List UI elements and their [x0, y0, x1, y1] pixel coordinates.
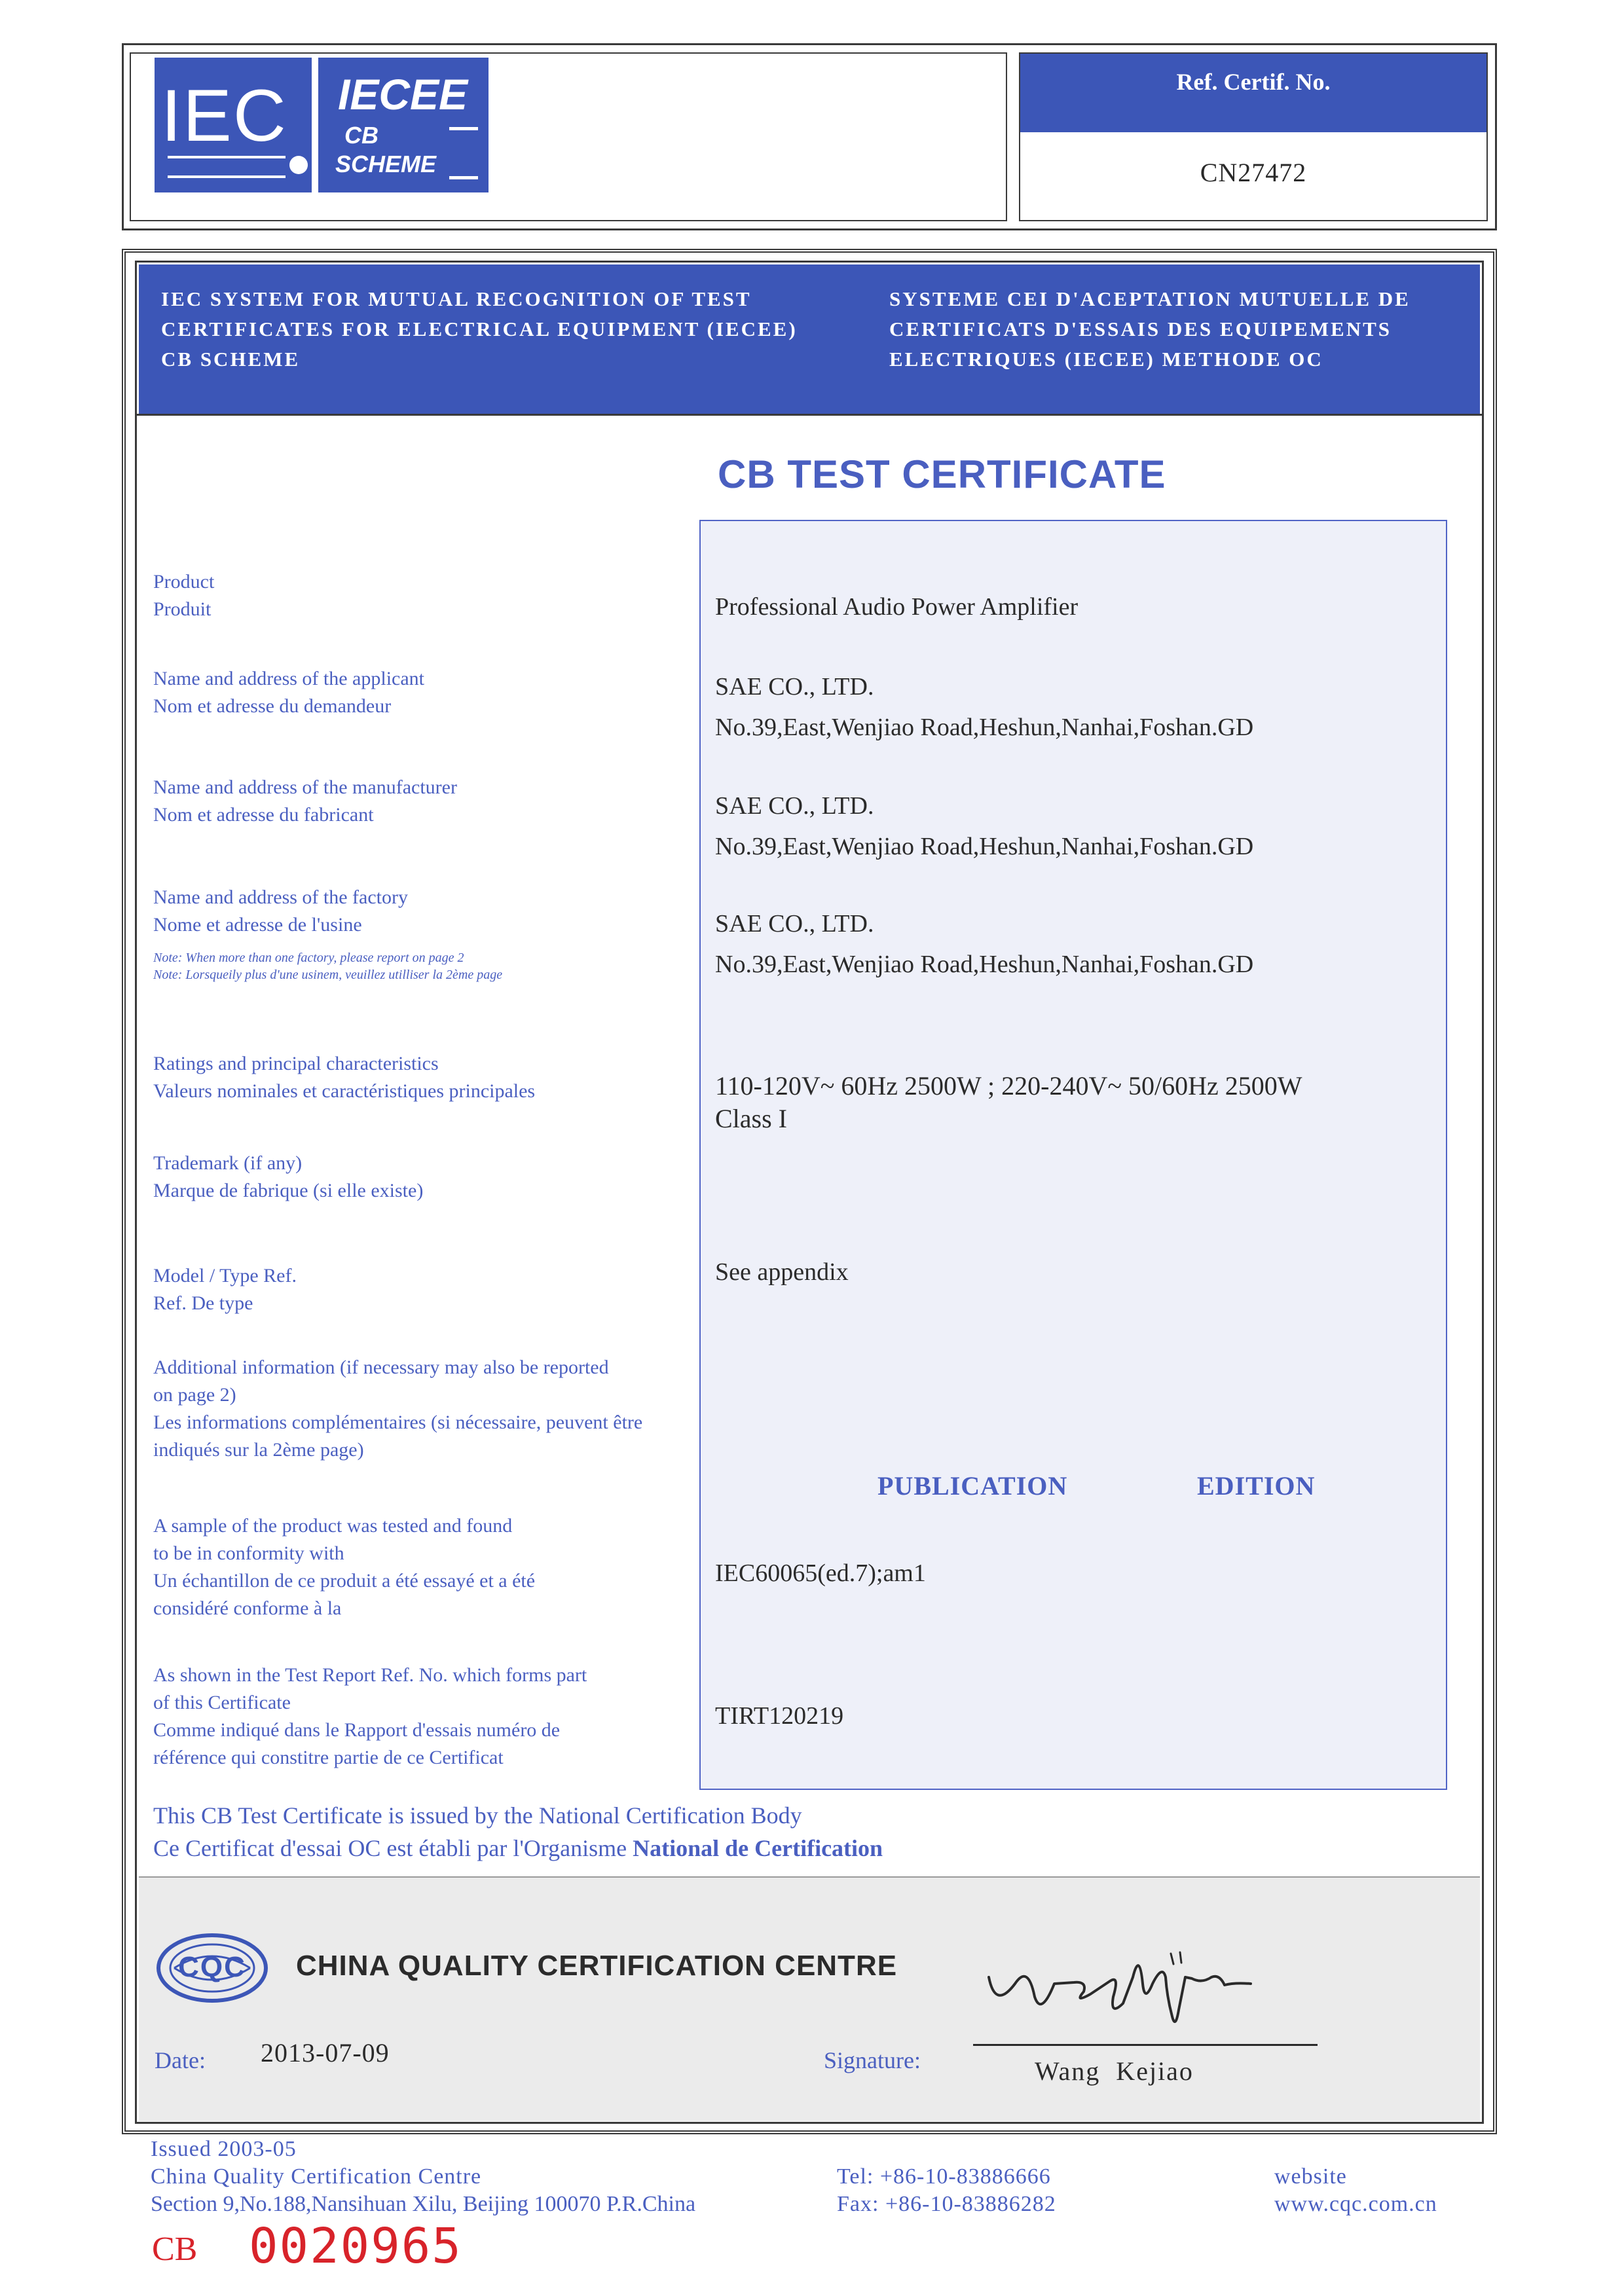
cqc-logo-text: CQC [178, 1951, 246, 1983]
factory-value [715, 905, 1253, 983]
factory-note-en: Note: When more than one factory, please report on page 2 [153, 951, 464, 965]
banner-en-line: CERTIFICATES FOR ELECTRICAL EQUIPMENT (IECEE) [161, 318, 798, 340]
banner-en-line: IEC SYSTEM FOR MUTUAL RECOGNITION OF TEST [161, 287, 752, 310]
banner-fr-line: SYSTEME CEI D'ACEPTATION MUTUELLE DE [889, 287, 1411, 310]
banner-divider [135, 414, 1484, 416]
manufacturer-value [715, 787, 1253, 866]
applicant-name: SAE CO., LTD. [715, 673, 874, 701]
banner-fr-line: CERTIFICATS D'ESSAIS DES EQUIPEMENTS [889, 318, 1392, 340]
manufacturer-address: No.39,East,Wenjiao Road,Heshun,Nanhai,Foshan.GD [715, 833, 1254, 860]
factory-label: Name and address of the factory Nome et adresse de l'usine Note: When more than one factory, please report on page 2 Note: Lorsqueily plus d'une usinem, veuillez utilliser la 2ème page [153, 886, 503, 982]
additional-info-label: Additional information (if necessary may also be reported on page 2) Les informations complémentaires (si nécessaire, peuvent être indiqués sur la 2ème page) [153, 1357, 643, 1461]
certificate-title: CB TEST CERTIFICATE [718, 452, 1166, 496]
footer-tel: Tel: +86-10-83886666 [837, 2164, 1051, 2189]
iecee-logo-stripes [449, 127, 478, 179]
issued-by-en: This CB Test Certificate is issued by the National Certification Body [153, 1802, 802, 1829]
date-value: 2013-07-09 [261, 2038, 390, 2068]
iecee-logo-cb: CB [344, 122, 378, 149]
banner-fr-line: ELECTRIQUES (IECEE) METHODE OC [889, 348, 1323, 371]
footer-contact [837, 2163, 1056, 2218]
iec-logo [155, 58, 312, 192]
iecee-logo-scheme: SCHEME [335, 151, 437, 177]
issued-by [153, 1799, 883, 1865]
ref-certif-box [1019, 52, 1488, 221]
test-report-value: TIRT120219 [715, 1702, 844, 1730]
footer-web [1274, 2163, 1437, 2218]
product-value: Professional Audio Power Amplifier [715, 593, 1079, 621]
applicant-address: No.39,East,Wenjiao Road,Heshun,Nanhai,Foshan.GD [715, 714, 1254, 741]
iec-logo-stripes [168, 156, 286, 178]
applicant-value [715, 668, 1253, 746]
manufacturer-label: Name and address of the manufacturer Nom et adresse du fabricant [153, 776, 457, 826]
model-value: See appendix [715, 1258, 849, 1286]
ref-certif-number: CN27472 [1200, 158, 1307, 187]
issued-by-fr-bold: National de Certification [633, 1835, 883, 1861]
ratings-value [715, 1070, 1302, 1135]
publication-value: IEC60065(ed.7);am1 [715, 1559, 926, 1587]
iec-logo-dot [289, 156, 308, 174]
footer-fax: Fax: +86-10-83886282 [837, 2192, 1056, 2216]
scheme-banner [139, 264, 1480, 414]
factory-address: No.39,East,Wenjiao Road,Heshun,Nanhai,Foshan.GD [715, 951, 1254, 978]
product-label: Product Produit [153, 571, 215, 620]
scheme-banner-fr [889, 284, 1411, 374]
test-report-label: As shown in the Test Report Ref. No. which forms part of this Certificate Comme indiqué dans le Rapport d'essais numéro de référence qui constitre partie de ce Certificat [153, 1664, 587, 1768]
footer-org: China Quality Certification Centre [151, 2164, 482, 2189]
footer-website: www.cqc.com.cn [1274, 2192, 1437, 2216]
iecee-logo-text: IECEE [338, 70, 468, 118]
iecee-logo [318, 58, 489, 192]
footer-left [151, 2136, 695, 2218]
issued-by-fr-text: Ce Certificat d'essai OC est établi par l'Organisme [153, 1835, 633, 1861]
ref-certif-label: Ref. Certif. No. [1176, 69, 1331, 95]
model-label: Model / Type Ref. Ref. De type [153, 1265, 297, 1314]
ratings-class: Class I [715, 1104, 787, 1133]
certification-body-name: CHINA QUALITY CERTIFICATION CENTRE [296, 1950, 898, 1982]
signature-mark [976, 1938, 1303, 2036]
footer-website-label: website [1274, 2164, 1347, 2189]
factory-name: SAE CO., LTD. [715, 910, 874, 938]
ratings-line: 110-120V~ 60Hz 2500W ; 220-240V~ 50/60Hz 2500W [715, 1071, 1302, 1101]
issued-by-fr [153, 1832, 883, 1865]
footer-address: Section 9,No.188,Nansihuan Xilu, Beijing 100070 P.R.China [151, 2192, 696, 2216]
serial-prefix: CB [152, 2231, 198, 2268]
banner-en-line: CB SCHEME [161, 348, 301, 371]
serial-number: 0020965 [249, 2218, 462, 2274]
cqc-logo [155, 1931, 270, 2005]
applicant-label: Name and address of the applicant Nom et adresse du demandeur [153, 668, 425, 717]
iec-logo-text: IEC [161, 75, 287, 156]
edition-header: EDITION [1197, 1471, 1316, 1501]
signature-label: Signature: [824, 2047, 921, 2073]
footer-issued: Issued 2003-05 [151, 2137, 297, 2161]
manufacturer-name: SAE CO., LTD. [715, 792, 874, 820]
publication-header: PUBLICATION [877, 1471, 1068, 1501]
date-label: Date: [155, 2047, 206, 2073]
signatory-name: Wang Kejiao [1035, 2056, 1194, 2086]
trademark-label: Trademark (if any) Marque de fabrique (si elle existe) [153, 1152, 424, 1201]
factory-note-fr: Note: Lorsqueily plus d'une usinem, veuillez utilliser la 2ème page [153, 968, 503, 982]
ratings-label: Ratings and principal characteristics Valeurs nominales et caractéristiques principales [153, 1053, 536, 1102]
sample-label: A sample of the product was tested and found to be in conformity with Un échantillon de ce produit a été essayé et a été considéré conforme à la [153, 1515, 536, 1619]
signature-line [973, 2044, 1318, 2046]
scheme-banner-en [161, 284, 798, 374]
